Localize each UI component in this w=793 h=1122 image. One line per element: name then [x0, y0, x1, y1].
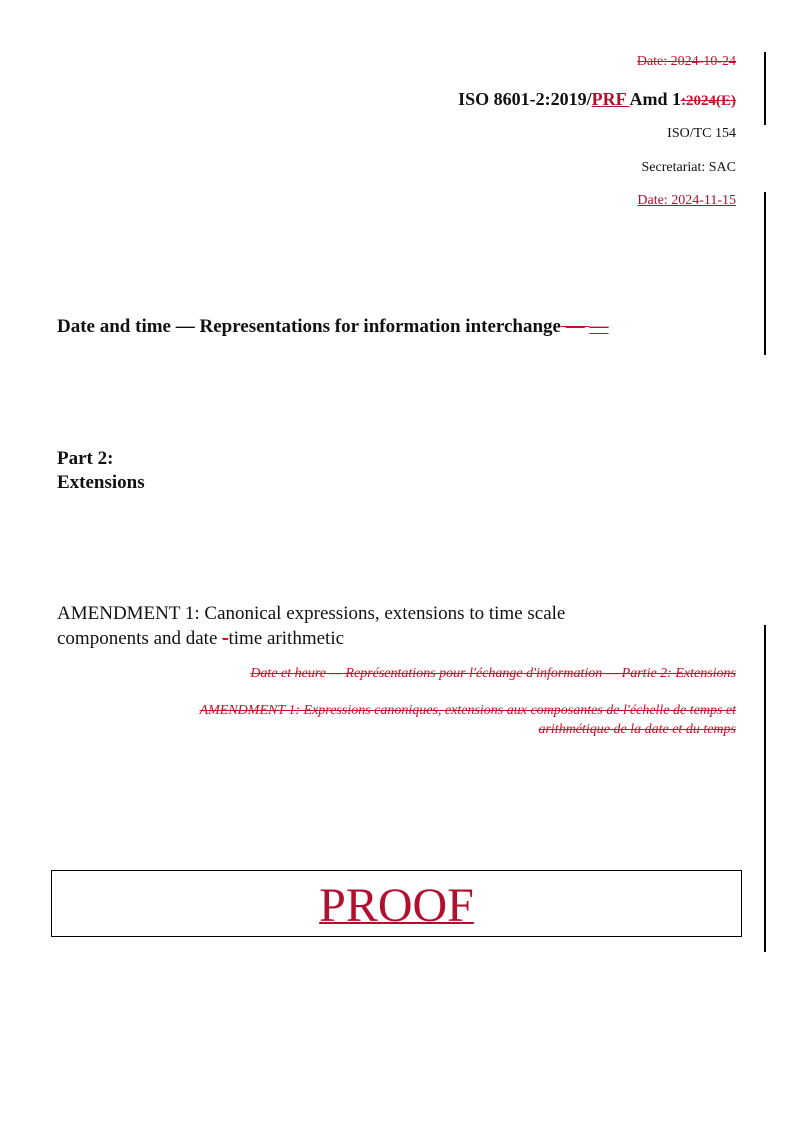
change-bar: [764, 52, 766, 125]
old-date: Date: 2024-10-24: [636, 54, 736, 69]
french-amendment: [200, 701, 736, 739]
part-name: Extensions: [57, 472, 145, 493]
title-deleted-dash: —: [560, 316, 590, 337]
french-amendment-line-1: AMENDMENT 1: Expressions canoniques, extensions aux composantes de l'échelle de temps et: [199, 703, 736, 718]
part-number: Part 2:: [57, 448, 114, 469]
amendment-text: components and date: [57, 628, 218, 649]
french-amendment-line-2: arithmétique de la date et du temps: [538, 722, 736, 737]
title-main: Date and time — Representations for information interchange: [57, 316, 561, 337]
part-title: [57, 447, 145, 495]
proof-label: PROOF: [319, 879, 474, 932]
amendment-title: [57, 601, 565, 651]
document-identifier: [458, 89, 736, 110]
deleted-hyphen: -: [222, 628, 229, 649]
document-title: [57, 316, 608, 338]
change-bar: [764, 192, 766, 355]
title-inserted-dash: —: [589, 316, 609, 337]
new-date: Date: 2024-11-15: [637, 193, 736, 208]
doc-id-deleted: :2024(E): [681, 93, 736, 109]
doc-id-inserted: PRF: [591, 89, 630, 109]
proof-stamp-box: [51, 870, 742, 937]
committee: ISO/TC 154: [667, 126, 736, 141]
french-title: Date et heure — Représentations pour l'échange d'information — Partie 2: Extensions: [250, 666, 736, 681]
amendment-line-2: [57, 626, 565, 651]
amendment-line-1: AMENDMENT 1: Canonical expressions, extensions to time scale: [57, 603, 566, 624]
doc-id-prefix: ISO 8601-2:2019/: [458, 89, 592, 109]
secretariat: Secretariat: SAC: [641, 160, 736, 175]
change-bar: [764, 625, 766, 952]
amendment-text: time arithmetic: [228, 628, 345, 649]
doc-id-main: Amd 1: [629, 89, 681, 109]
